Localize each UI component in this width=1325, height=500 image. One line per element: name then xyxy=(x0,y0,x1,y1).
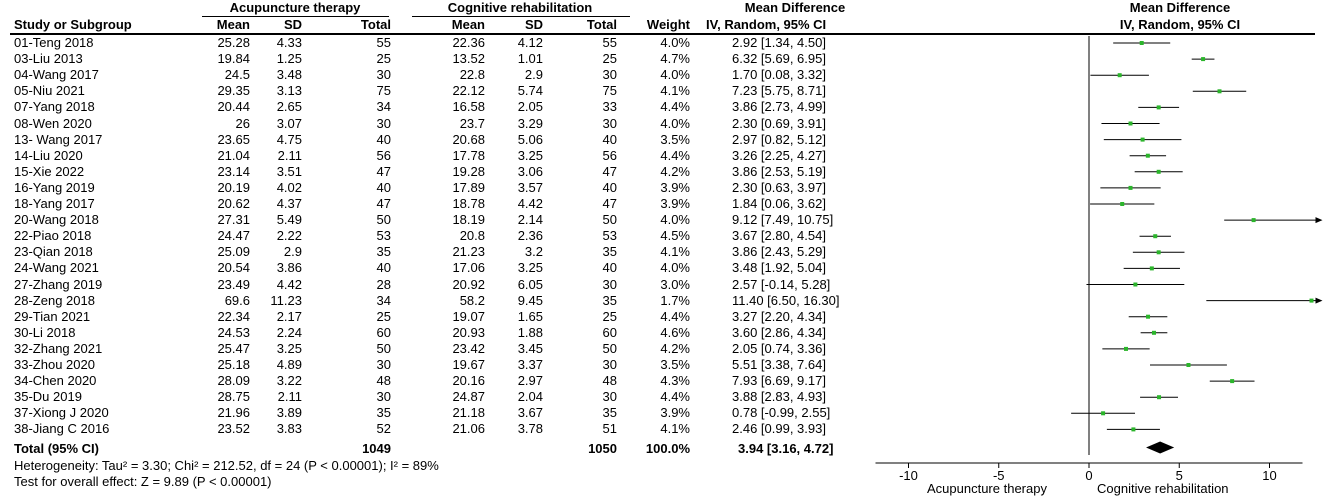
ci-arrow xyxy=(1316,217,1323,223)
ci-cell: 3.26 [2.25, 4.27] xyxy=(732,147,826,163)
ci-cell: 0.78 [-0.99, 2.55] xyxy=(732,405,831,421)
sd2-cell: 3.78 xyxy=(517,421,543,437)
study-name: 33-Zhou 2020 xyxy=(14,357,95,372)
total1-cell: 25 xyxy=(376,308,391,324)
total2-cell: 60 xyxy=(602,324,617,340)
total1-cell: 30 xyxy=(376,389,391,405)
mean2-cell: 22.8 xyxy=(459,67,485,83)
mean2-cell: 20.92 xyxy=(452,276,485,292)
weight-cell: 4.4% xyxy=(660,308,690,324)
sd1-cell: 3.83 xyxy=(276,421,302,437)
heterogeneity-text: Heterogeneity: Tau² = 3.30; Chi² = 212.52, df = 24 (P < 0.00001); I² = 89% xyxy=(14,458,439,473)
study-name: 24-Wang 2021 xyxy=(14,260,99,276)
total1-cell: 34 xyxy=(376,292,391,308)
sd1-cell: 3.25 xyxy=(276,340,302,356)
weight-cell: 3.5% xyxy=(660,131,690,147)
study-name: 30-Li 2018 xyxy=(14,324,76,340)
ci-cell: 7.93 [6.69, 9.17] xyxy=(732,373,826,389)
sd1-cell: 2.22 xyxy=(276,228,302,244)
total2-cell: 48 xyxy=(602,373,617,389)
study-name: 29-Tian 2021 xyxy=(14,308,91,324)
total-n2: 1050 xyxy=(588,441,617,456)
study-name: 38-Jiang C 2016 xyxy=(14,421,110,437)
sd2-cell: 3.25 xyxy=(517,260,543,276)
sd2-cell: 4.42 xyxy=(517,196,543,211)
point-estimate xyxy=(1252,218,1256,222)
total2-cell: 30 xyxy=(602,389,617,405)
sd2-cell: 2.9 xyxy=(524,67,543,83)
study-name: 14-Liu 2020 xyxy=(14,147,83,163)
total1-cell: 40 xyxy=(376,260,391,276)
mean1-cell: 20.54 xyxy=(217,260,250,276)
sd1-cell: 2.24 xyxy=(276,324,302,340)
ci-cell: 3.67 [2.80, 4.54] xyxy=(732,228,826,244)
mean1-cell: 20.62 xyxy=(217,196,250,211)
total2-cell: 35 xyxy=(602,244,617,260)
mean2-cell: 21.18 xyxy=(452,405,485,421)
total-ci: 3.94 [3.16, 4.72] xyxy=(738,441,834,456)
weight-cell: 1.7% xyxy=(660,292,690,308)
mean2-cell: 20.16 xyxy=(452,373,485,389)
mean1-column-header: Mean xyxy=(216,17,250,32)
total2-cell: 33 xyxy=(602,99,617,115)
point-estimate xyxy=(1157,105,1161,109)
study-name: 01-Teng 2018 xyxy=(14,35,94,50)
total1-cell: 47 xyxy=(376,163,391,179)
study-name: 05-Niu 2021 xyxy=(14,83,85,99)
x-tick-label: -5 xyxy=(992,468,1005,483)
total1-cell: 55 xyxy=(376,35,391,50)
total2-cell: 30 xyxy=(602,115,617,131)
weight-cell: 4.1% xyxy=(660,83,690,99)
sd2-cell: 3.57 xyxy=(517,179,543,195)
ci-cell: 2.30 [0.69, 3.91] xyxy=(732,115,826,131)
weight-cell: 4.0% xyxy=(660,260,690,276)
mean2-cell: 23.7 xyxy=(459,115,485,131)
sd2-cell: 1.65 xyxy=(517,308,543,324)
sd2-cell: 6.05 xyxy=(517,276,543,292)
sd1-cell: 3.48 xyxy=(276,67,302,83)
mean2-cell: 22.12 xyxy=(452,83,485,99)
group2-header: Cognitive rehabilitation xyxy=(447,0,593,15)
weight-cell: 4.1% xyxy=(660,421,690,437)
weight-cell: 4.0% xyxy=(660,35,690,50)
ci-cell: 11.40 [6.50, 16.30] xyxy=(732,292,840,308)
sd1-column-header: SD xyxy=(283,17,302,32)
sd1-cell: 11.23 xyxy=(270,292,302,308)
study-column-header: Study or Subgroup xyxy=(14,17,132,32)
study-name: 20-Wang 2018 xyxy=(14,212,99,228)
total2-cell: 40 xyxy=(602,131,617,147)
ci-cell: 2.92 [1.34, 4.50] xyxy=(732,35,826,50)
study-name: 22-Piao 2018 xyxy=(14,228,92,244)
sd2-cell: 5.06 xyxy=(517,131,543,147)
sd1-cell: 3.07 xyxy=(276,115,302,131)
mean2-cell: 23.42 xyxy=(452,340,485,356)
mean1-cell: 25.09 xyxy=(217,244,250,260)
plot-column-header: IV, Random, 95% CI xyxy=(1119,17,1241,32)
point-estimate xyxy=(1146,315,1150,319)
sd2-column-header: SD xyxy=(524,17,543,32)
ci-cell: 3.88 [2.83, 4.93] xyxy=(732,389,826,405)
sd2-cell: 3.37 xyxy=(517,357,543,372)
group1-header: Acupuncture therapy xyxy=(229,0,361,15)
total1-cell: 56 xyxy=(376,147,391,163)
total2-cell: 50 xyxy=(602,340,617,356)
overall-effect-text: Test for overall effect: Z = 9.89 (P < 0.00001) xyxy=(14,474,272,489)
mean2-cell: 17.78 xyxy=(452,147,485,163)
mean2-cell: 58.2 xyxy=(459,292,485,308)
sd1-cell: 2.11 xyxy=(277,389,302,405)
sd1-cell: 4.75 xyxy=(276,131,302,147)
study-name: 27-Zhang 2019 xyxy=(14,276,103,292)
mean2-cell: 20.93 xyxy=(452,324,485,340)
sd1-cell: 2.11 xyxy=(277,147,302,163)
ci-cell: 7.23 [5.75, 8.71] xyxy=(732,83,826,99)
total1-cell: 40 xyxy=(376,179,391,195)
total1-cell: 48 xyxy=(376,373,391,389)
sd2-cell: 5.74 xyxy=(517,83,543,99)
sd2-cell: 4.12 xyxy=(517,35,543,50)
study-name: 07-Yang 2018 xyxy=(14,99,95,115)
study-name: 35-Du 2019 xyxy=(14,389,82,405)
weight-cell: 3.9% xyxy=(660,405,690,421)
sd2-cell: 2.05 xyxy=(517,99,543,115)
axis-left-label: Acupuncture therapy xyxy=(927,481,1047,496)
mean1-cell: 23.52 xyxy=(217,421,250,437)
total2-column-header: Total xyxy=(586,17,617,32)
total2-cell: 30 xyxy=(602,357,617,372)
mean1-cell: 28.75 xyxy=(217,389,250,405)
mean1-cell: 23.65 xyxy=(217,131,250,147)
mean2-column-header: Mean xyxy=(451,17,485,32)
total1-cell: 60 xyxy=(376,324,391,340)
sd2-cell: 1.01 xyxy=(517,51,543,67)
total1-cell: 30 xyxy=(376,357,391,372)
weight-cell: 4.7% xyxy=(660,51,690,67)
sd2-cell: 3.25 xyxy=(517,147,543,163)
total2-cell: 35 xyxy=(602,292,617,308)
axis-right-label: Cognitive rehabilitation xyxy=(1097,481,1229,496)
weight-cell: 4.6% xyxy=(660,324,690,340)
total-weight: 100.0% xyxy=(645,441,690,456)
mean1-cell: 20.19 xyxy=(217,179,250,195)
point-estimate xyxy=(1129,186,1133,190)
mean1-cell: 24.5 xyxy=(224,67,250,83)
study-name: 03-Liu 2013 xyxy=(14,51,83,67)
mean1-cell: 25.18 xyxy=(217,357,250,372)
weight-cell: 4.0% xyxy=(660,67,690,83)
point-estimate xyxy=(1133,283,1137,287)
ci-cell: 1.70 [0.08, 3.32] xyxy=(732,67,826,83)
ci-cell: 5.51 [3.38, 7.64] xyxy=(732,357,826,372)
sd1-cell: 4.33 xyxy=(276,35,302,50)
sd2-cell: 2.36 xyxy=(517,228,543,244)
mean1-cell: 21.04 xyxy=(217,147,250,163)
sd1-cell: 3.89 xyxy=(276,405,302,421)
ci-cell: 3.86 [2.73, 4.99] xyxy=(732,99,826,115)
point-estimate xyxy=(1201,57,1205,61)
total2-cell: 53 xyxy=(602,228,617,244)
mean2-cell: 21.06 xyxy=(452,421,485,437)
sd2-cell: 2.04 xyxy=(517,389,543,405)
study-name: 37-Xiong J 2020 xyxy=(14,405,109,421)
total1-cell: 47 xyxy=(376,196,391,211)
mean2-cell: 19.67 xyxy=(452,357,485,372)
sd2-cell: 3.06 xyxy=(517,163,543,179)
total-label: Total (95% CI) xyxy=(14,441,99,456)
weight-cell: 4.4% xyxy=(660,99,690,115)
total1-cell: 35 xyxy=(376,244,391,260)
weight-cell: 4.5% xyxy=(660,228,690,244)
total2-cell: 47 xyxy=(602,163,617,179)
total1-cell: 50 xyxy=(376,340,391,356)
point-estimate xyxy=(1310,299,1314,303)
study-name: 15-Xie 2022 xyxy=(14,163,85,179)
ci-cell: 2.97 [0.82, 5.12] xyxy=(732,131,826,147)
mean1-cell: 24.47 xyxy=(217,228,250,244)
total1-cell: 52 xyxy=(376,421,391,437)
study-name: 08-Wen 2020 xyxy=(14,115,92,131)
total1-cell: 25 xyxy=(376,51,391,67)
mean2-cell: 18.78 xyxy=(452,196,485,211)
study-name: 34-Chen 2020 xyxy=(14,373,97,389)
ci-cell: 3.27 [2.20, 4.34] xyxy=(732,308,826,324)
total1-cell: 53 xyxy=(376,228,391,244)
total2-cell: 25 xyxy=(602,51,617,67)
x-tick-label: -10 xyxy=(899,468,918,483)
mean2-cell: 19.07 xyxy=(452,308,485,324)
sd1-cell: 3.86 xyxy=(276,260,302,276)
sd1-cell: 4.89 xyxy=(276,357,302,372)
total1-cell: 50 xyxy=(376,212,391,228)
mean1-cell: 21.96 xyxy=(217,405,250,421)
x-tick-label: 10 xyxy=(1262,468,1277,483)
mean2-cell: 22.36 xyxy=(452,35,485,50)
total2-cell: 30 xyxy=(602,276,617,292)
md-header-title: Mean Difference xyxy=(744,0,846,15)
point-estimate xyxy=(1129,122,1133,126)
md-column-header: IV, Random, 95% CI xyxy=(706,17,827,32)
mean2-cell: 13.52 xyxy=(452,51,485,67)
point-estimate xyxy=(1157,395,1161,399)
mean2-cell: 20.68 xyxy=(452,131,485,147)
point-estimate xyxy=(1186,363,1190,367)
ci-cell: 2.30 [0.63, 3.97] xyxy=(732,179,826,195)
ci-cell: 1.84 [0.06, 3.62] xyxy=(732,196,826,211)
point-estimate xyxy=(1230,379,1234,383)
mean1-cell: 25.47 xyxy=(217,340,250,356)
mean2-cell: 19.28 xyxy=(452,163,485,179)
mean2-cell: 24.87 xyxy=(452,389,485,405)
point-estimate xyxy=(1131,427,1135,431)
study-name: 28-Zeng 2018 xyxy=(14,292,95,308)
sd1-cell: 3.51 xyxy=(276,163,302,179)
sd1-cell: 2.65 xyxy=(276,99,302,115)
weight-cell: 3.9% xyxy=(660,179,690,195)
study-name: 13- Wang 2017 xyxy=(14,131,103,147)
ci-cell: 2.57 [-0.14, 5.28] xyxy=(732,276,831,292)
point-estimate xyxy=(1218,89,1222,93)
total2-cell: 40 xyxy=(602,179,617,195)
point-estimate xyxy=(1150,266,1154,270)
mean1-cell: 23.14 xyxy=(217,163,250,179)
ci-cell: 3.48 [1.92, 5.04] xyxy=(732,260,826,276)
point-estimate xyxy=(1157,170,1161,174)
weight-cell: 4.2% xyxy=(660,163,690,179)
total2-cell: 47 xyxy=(602,196,617,211)
sd1-cell: 4.02 xyxy=(276,179,302,195)
mean1-cell: 28.09 xyxy=(217,373,250,389)
mean1-cell: 25.28 xyxy=(217,35,250,50)
x-tick-label: 0 xyxy=(1085,468,1093,483)
mean1-cell: 19.84 xyxy=(217,51,250,67)
weight-cell: 4.3% xyxy=(660,373,690,389)
total1-cell: 75 xyxy=(376,83,391,99)
point-estimate xyxy=(1153,234,1157,238)
total1-column-header: Total xyxy=(360,17,391,32)
ci-cell: 9.12 [7.49, 10.75] xyxy=(732,212,834,228)
total2-cell: 40 xyxy=(602,260,617,276)
mean1-cell: 69.6 xyxy=(224,292,250,308)
ci-cell: 3.60 [2.86, 4.34] xyxy=(732,324,826,340)
total2-cell: 75 xyxy=(602,83,617,99)
sd1-cell: 3.13 xyxy=(276,83,302,99)
x-tick-label: 5 xyxy=(1175,468,1183,483)
total1-cell: 35 xyxy=(376,405,391,421)
total1-cell: 30 xyxy=(376,67,391,83)
mean2-cell: 16.58 xyxy=(452,99,485,115)
sd1-cell: 4.37 xyxy=(276,196,302,211)
total1-cell: 40 xyxy=(376,131,391,147)
mean1-cell: 24.53 xyxy=(217,324,250,340)
point-estimate xyxy=(1101,411,1105,415)
weight-cell: 4.4% xyxy=(660,389,690,405)
total1-cell: 30 xyxy=(376,115,391,131)
sd1-cell: 5.49 xyxy=(276,212,302,228)
sd2-cell: 3.29 xyxy=(517,115,543,131)
mean2-cell: 21.23 xyxy=(452,244,485,260)
total2-cell: 51 xyxy=(602,421,617,437)
sd2-cell: 2.97 xyxy=(517,373,543,389)
sd2-cell: 3.67 xyxy=(517,405,543,421)
weight-cell: 4.1% xyxy=(660,244,690,260)
mean1-cell: 26 xyxy=(235,115,250,131)
total2-cell: 56 xyxy=(602,147,617,163)
study-name: 04-Wang 2017 xyxy=(14,67,99,83)
mean2-cell: 17.89 xyxy=(452,179,485,195)
weight-cell: 3.5% xyxy=(660,357,690,372)
weight-cell: 3.9% xyxy=(660,196,690,211)
sd1-cell: 4.42 xyxy=(276,276,302,292)
sd2-cell: 1.88 xyxy=(517,324,543,340)
point-estimate xyxy=(1124,347,1128,351)
weight-cell: 4.0% xyxy=(660,212,690,228)
total2-cell: 50 xyxy=(602,212,617,228)
weight-cell: 4.0% xyxy=(660,115,690,131)
mean2-cell: 18.19 xyxy=(452,212,485,228)
weight-column-header: Weight xyxy=(646,17,690,32)
weight-cell: 3.0% xyxy=(660,276,690,292)
plot-header-title: Mean Difference xyxy=(1129,0,1231,15)
mean1-cell: 27.31 xyxy=(217,212,250,228)
total-n1: 1049 xyxy=(362,441,391,456)
weight-cell: 4.2% xyxy=(660,340,690,356)
ci-cell: 2.05 [0.74, 3.36] xyxy=(732,340,826,356)
mean2-cell: 17.06 xyxy=(452,260,485,276)
ci-cell: 3.86 [2.43, 5.29] xyxy=(732,244,826,260)
point-estimate xyxy=(1120,202,1124,206)
ci-cell: 2.46 [0.99, 3.93] xyxy=(732,421,826,437)
total2-cell: 35 xyxy=(602,405,617,421)
point-estimate xyxy=(1141,138,1145,142)
total2-cell: 30 xyxy=(602,67,617,83)
point-estimate xyxy=(1118,73,1122,77)
weight-cell: 4.4% xyxy=(660,147,690,163)
point-estimate xyxy=(1146,154,1150,158)
ci-cell: 3.86 [2.53, 5.19] xyxy=(732,163,826,179)
study-name: 18-Yang 2017 xyxy=(14,196,95,211)
point-estimate xyxy=(1157,250,1161,254)
sd1-cell: 2.9 xyxy=(283,244,302,260)
sd2-cell: 2.14 xyxy=(517,212,543,228)
sd2-cell: 3.45 xyxy=(517,340,543,356)
total2-cell: 25 xyxy=(602,308,617,324)
mean1-cell: 22.34 xyxy=(217,308,250,324)
study-name: 16-Yang 2019 xyxy=(14,179,95,195)
total2-cell: 55 xyxy=(602,35,617,50)
sd1-cell: 3.22 xyxy=(276,373,302,389)
sd2-cell: 3.2 xyxy=(524,244,543,260)
study-name: 32-Zhang 2021 xyxy=(14,340,103,356)
ci-arrow xyxy=(1316,298,1323,304)
total1-cell: 28 xyxy=(376,276,391,292)
mean1-cell: 23.49 xyxy=(217,276,250,292)
point-estimate xyxy=(1152,331,1156,335)
sd1-cell: 1.25 xyxy=(276,51,302,67)
sd2-cell: 9.45 xyxy=(517,292,543,308)
pooled-diamond xyxy=(1146,442,1174,454)
point-estimate xyxy=(1140,41,1144,45)
mean2-cell: 20.8 xyxy=(459,228,485,244)
mean1-cell: 29.35 xyxy=(217,83,250,99)
sd1-cell: 2.17 xyxy=(276,308,302,324)
mean1-cell: 20.44 xyxy=(217,99,250,115)
ci-cell: 6.32 [5.69, 6.95] xyxy=(732,51,826,67)
study-name: 23-Qian 2018 xyxy=(14,244,93,260)
total1-cell: 34 xyxy=(376,99,391,115)
